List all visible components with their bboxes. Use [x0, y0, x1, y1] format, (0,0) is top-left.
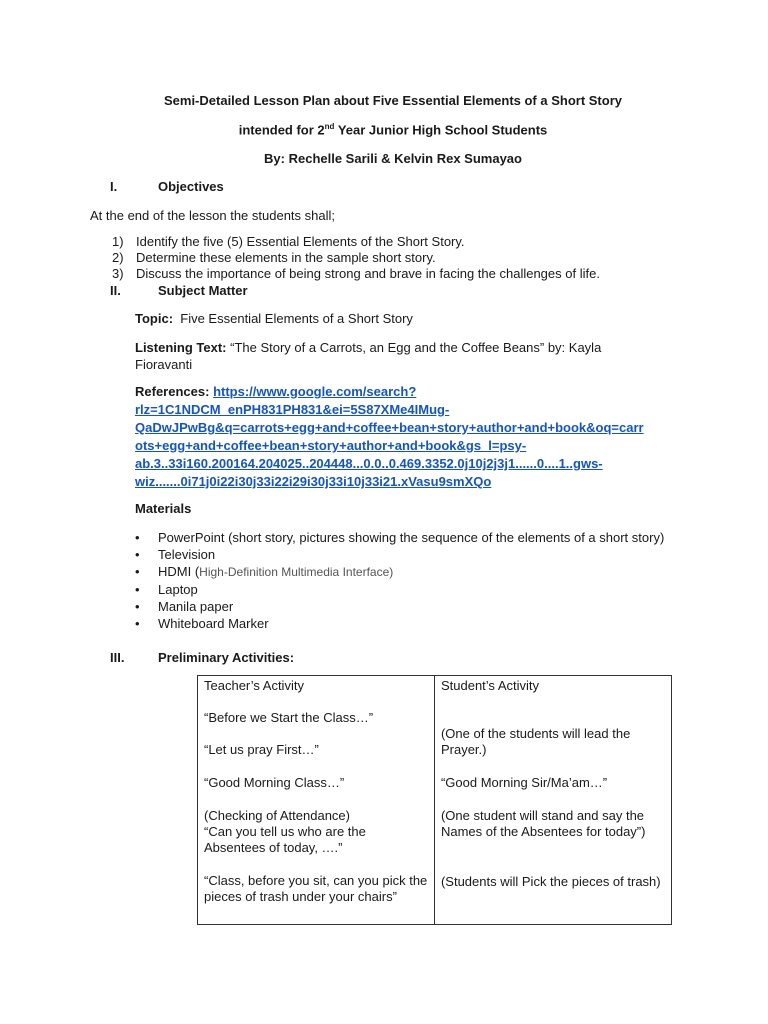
bullet-icon: • — [135, 564, 140, 579]
reference-link[interactable]: QaDwJPwBg&q=carrots+egg+and+coffee+bean+story+author+and+book&oq=carr — [135, 420, 644, 435]
column-header-student: Student’s Activity — [440, 678, 540, 693]
section-title-subject-matter: Subject Matter — [158, 283, 248, 298]
student-activity-cell — [434, 676, 671, 925]
bullet-icon: • — [135, 616, 140, 631]
column-header-teacher: Teacher’s Activity — [204, 678, 304, 693]
teacher-line: “Class, before you sit, can you pick the pieces of trash under your chairs” — [204, 873, 428, 904]
reference-link[interactable]: https://www.google.com/search? — [213, 384, 417, 399]
bullet-icon: • — [135, 530, 140, 545]
document-subtitle: intended for 2nd Year Junior High School Students — [238, 122, 548, 138]
teacher-line: (Checking of Attendance) — [204, 808, 350, 823]
reference-link[interactable]: ots+egg+and+coffee+bean+story+author+and+book&gs_l=psy- — [135, 438, 527, 453]
bullet-icon: • — [135, 599, 140, 614]
section-number-subject-matter: II. — [110, 283, 121, 298]
section-number-preliminary: III. — [110, 650, 125, 665]
document-authors: By: Rechelle Sarili & Kelvin Rex Sumayao — [264, 151, 522, 166]
list-item: • Laptop — [135, 582, 198, 597]
references-block: References: https://www.google.com/search? rlz=1C1NDCM_enPH831PH831&ei=5S87XMe4IMug- QaDwJPwBg&q=carrots+egg+and+coffee+bean+story+author+and+book&oq=carr ots+egg+and+coffee+bean+story+author+and+book&gs_l=psy- ab.3..33i160.200164.204025..204448...0.0..0.469.3352.0j10j2j3j1......0....1..gws- wiz.......0i71j0i22i30j33i22i29i30j33i10j33i21.xVasu9smXQo — [135, 383, 695, 491]
materials-list — [135, 529, 665, 632]
student-line: “Good Morning Sir/Ma’am…” — [440, 775, 608, 790]
teacher-line: “Let us pray First…” — [204, 742, 319, 757]
list-item: • PowerPoint (short story, pictures showing the sequence of the elements of a short story) — [135, 530, 665, 545]
list-item: 1) Identify the five (5) Essential Elements of the Short Story. — [112, 234, 465, 249]
section-number-objectives: I. — [110, 179, 118, 194]
list-item: • HDMI (High-Definition Multimedia Interface) — [135, 564, 394, 579]
objectives-list — [112, 234, 600, 282]
list-item: • Television — [135, 547, 216, 562]
section-title-objectives: Objectives — [158, 179, 224, 194]
section-title-preliminary: Preliminary Activities: — [158, 650, 295, 665]
teacher-line: “Can you tell us who are the Absentees of today, ….” — [204, 824, 366, 855]
teacher-line: “Good Morning Class…” — [204, 775, 345, 790]
reference-link[interactable]: ab.3..33i160.200164.204025..204448...0.0..0.469.3352.0j10j2j3j1......0....1..gws- — [135, 456, 603, 471]
listening-text-line: Listening Text: “The Story of a Carrots, an Egg and the Coffee Beans” by: Kayla Fioravanti — [135, 340, 602, 372]
list-item: 2) Determine these elements in the sample short story. — [112, 250, 436, 265]
objectives-intro: At the end of the lesson the students shall; — [90, 208, 335, 223]
student-line: (Students will Pick the pieces of trash) — [440, 874, 661, 889]
student-line: (One student will stand and say the Names of the Absentees for today”) — [440, 808, 646, 839]
table-row — [198, 676, 672, 925]
reference-link[interactable]: wiz.......0i71j0i22i30j33i22i29i30j33i10j33i21.xVasu9smXQo — [135, 474, 492, 489]
reference-link[interactable]: rlz=1C1NDCM_enPH831PH831&ei=5S87XMe4IMug- — [135, 402, 450, 417]
teacher-activity-cell — [198, 676, 435, 925]
bullet-icon: • — [135, 582, 140, 597]
bullet-icon: • — [135, 547, 140, 562]
teacher-line: “Before we Start the Class…” — [204, 710, 374, 725]
topic-line: Topic: Five Essential Elements of a Short Story — [135, 311, 413, 326]
activities-table — [197, 675, 672, 925]
materials-title: Materials — [135, 501, 192, 516]
list-item: • Whiteboard Marker — [135, 616, 269, 631]
list-item: • Manila paper — [135, 599, 234, 614]
student-line: (One of the students will lead the Prayer.) — [440, 726, 631, 757]
document-title: Semi-Detailed Lesson Plan about Five Essential Elements of a Short Story — [163, 93, 622, 108]
list-item: 3) Discuss the importance of being strong and brave in facing the challenges of life. — [112, 266, 600, 281]
